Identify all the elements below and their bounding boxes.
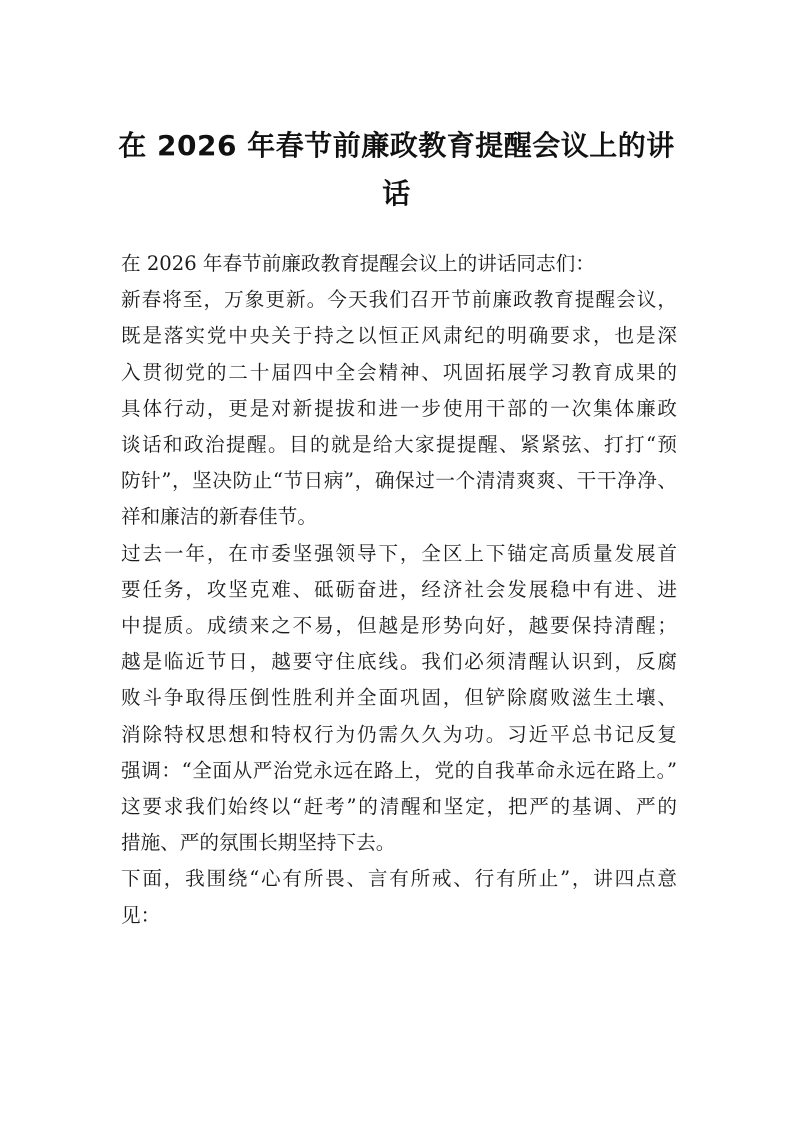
text-line: 要任务，攻坚克难、砥砺奋进，经济社会发展稳中有进、进 xyxy=(121,577,677,601)
text-line: 具体行动，更是对新提拔和进一步使用干部的一次集体廉政 xyxy=(121,396,677,420)
paragraph-review xyxy=(121,536,677,862)
text-line: 措施、严的氛围长期坚持下去。 xyxy=(121,831,396,855)
title-line: 话 xyxy=(382,177,411,210)
text-line: 见： xyxy=(121,903,161,927)
paragraph-outline xyxy=(121,861,677,933)
text-line: 在 2026 年春节前廉政教育提醒会议上的讲话同志们： xyxy=(121,252,595,275)
text-line: 新春将至，万象更新。今天我们召开节前廉政教育提醒会议， xyxy=(121,288,677,312)
title-line: 在 2026 年春节前廉政教育提醒会议上的讲 xyxy=(118,129,675,162)
paragraph-opening xyxy=(121,282,677,535)
text-line: 消除特权思想和特权行为仍需久久为功。习近平总书记反复 xyxy=(121,722,677,746)
paragraph-salutation xyxy=(121,246,677,282)
text-line: 祥和廉洁的新春佳节。 xyxy=(121,505,317,529)
text-line: 败斗争取得压倒性胜利并全面巩固，但铲除腐败滋生土壤、 xyxy=(121,686,677,710)
text-line: 谈话和政治提醒。目的就是给大家提提醒、紧紧弦、打打“预 xyxy=(121,433,677,457)
text-line: 越是临近节日，越要守住底线。我们必须清醒认识到，反腐 xyxy=(121,650,677,674)
text-line: 防针”，坚决防止“节日病”，确保过一个清清爽爽、干干净净、 xyxy=(121,469,677,493)
text-line: 既是落实党中央关于持之以恒正风肃纪的明确要求，也是深 xyxy=(121,324,677,348)
text-line: 这要求我们始终以“赶考”的清醒和坚定，把严的基调、严的 xyxy=(121,795,677,819)
text-line: 强调：“全面从严治党永远在路上，党的自我革命永远在路上。” xyxy=(121,758,677,782)
text-line: 中提质。成绩来之不易，但越是形势向好，越要保持清醒； xyxy=(121,614,677,638)
text-line: 下面，我围绕“心有所畏、言有所戒、行有所止”，讲四点意 xyxy=(121,867,677,891)
document-title xyxy=(110,122,683,218)
text-line: 入贯彻党的二十届四中全会精神、巩固拓展学习教育成果的 xyxy=(121,360,677,384)
text-line: 过去一年，在市委坚强领导下，全区上下锚定高质量发展首 xyxy=(121,541,677,565)
document-body xyxy=(121,246,677,934)
